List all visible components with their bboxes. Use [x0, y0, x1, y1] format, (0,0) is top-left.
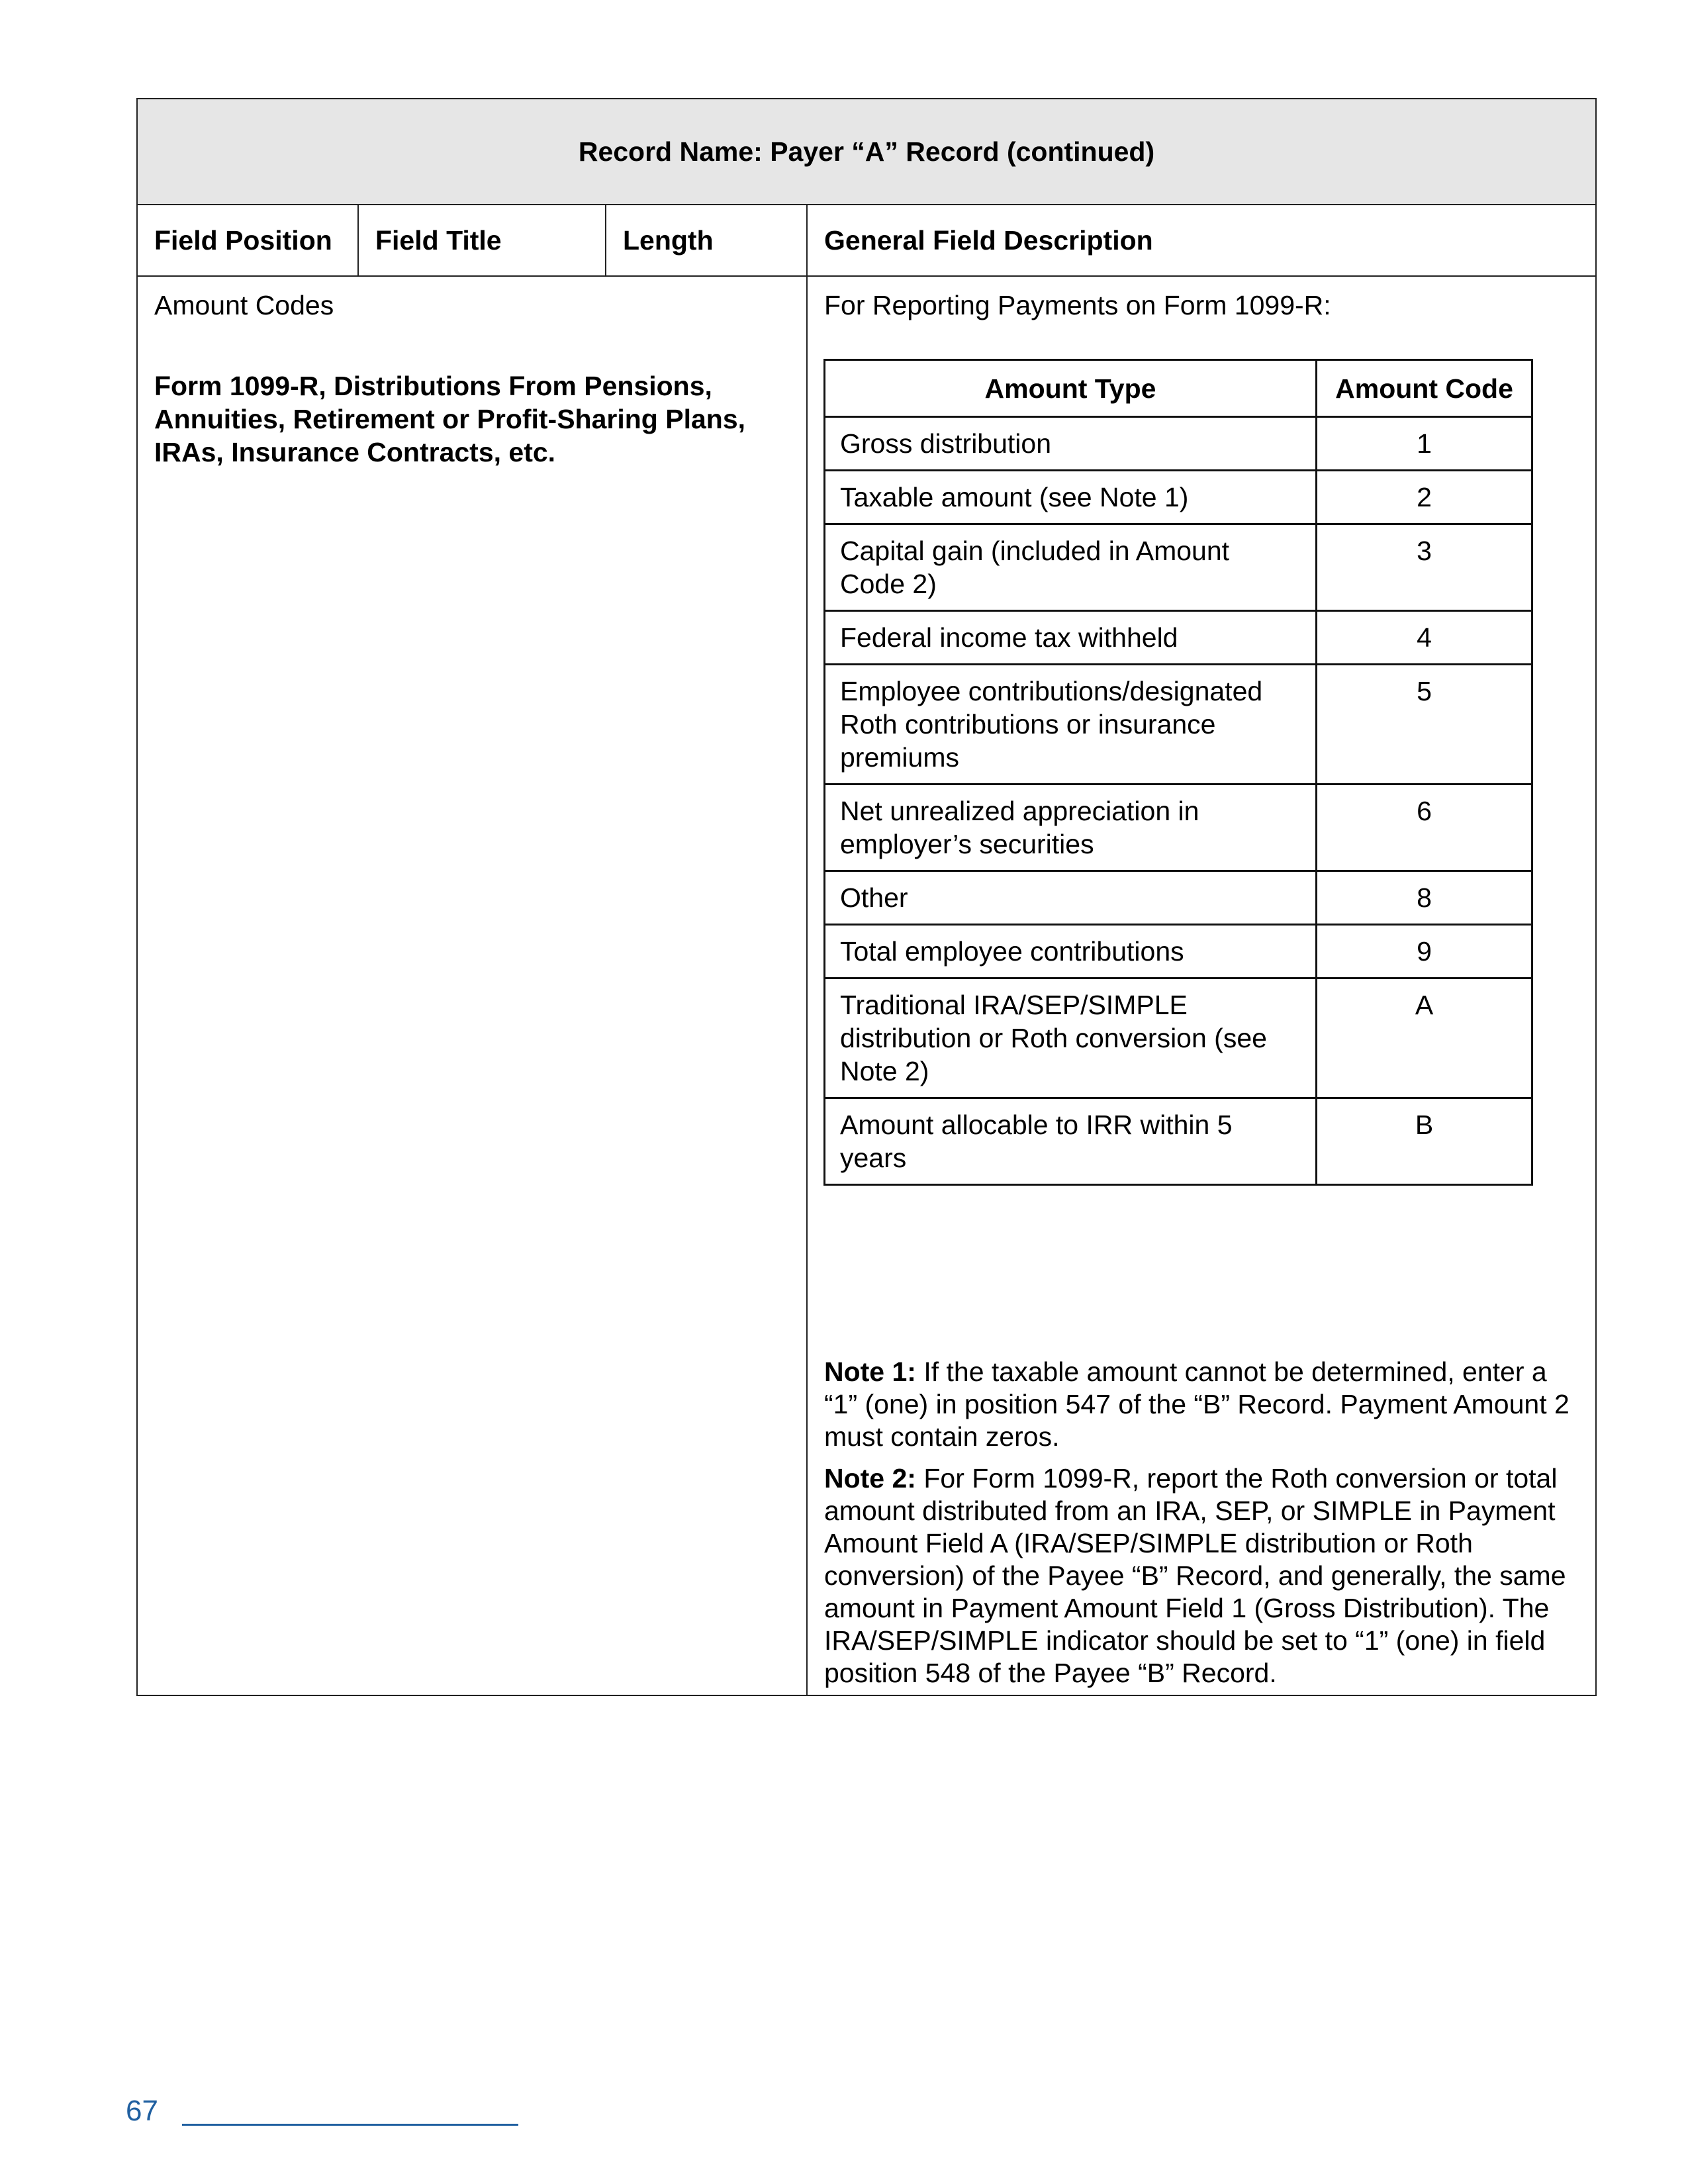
notes-block — [824, 1356, 1585, 1699]
form-title: Form 1099-R, Distributions From Pensions, Annuities, Retirement or Profit-Sharing Plans, IRAs, Insurance Contracts, etc. — [154, 371, 746, 467]
table-row — [825, 665, 1532, 784]
table-row — [825, 471, 1532, 524]
record-title: Record Name: Payer “A” Record (continued) — [138, 99, 1595, 205]
amount-type-cell: Federal income tax withheld — [825, 611, 1317, 665]
amount-codes-table — [823, 359, 1533, 1186]
description-cell — [808, 277, 1597, 1695]
header-field-position: Field Position — [138, 205, 359, 275]
table-row — [825, 784, 1532, 871]
amount-code-cell: 6 — [1317, 784, 1532, 871]
amount-type-cell: Employee contributions/designated Roth contributions or insurance premiums — [825, 665, 1317, 784]
amount-type-cell: Net unrealized appreciation in employer’s securities — [825, 784, 1317, 871]
amount-codes-header-row — [825, 360, 1532, 417]
amount-code-cell: 4 — [1317, 611, 1532, 665]
amount-code-cell: B — [1317, 1098, 1532, 1185]
table-row — [825, 871, 1532, 925]
record-layout-table — [136, 98, 1597, 1696]
header-general-description: General Field Description — [824, 224, 1153, 256]
description-intro: For Reporting Payments on Form 1099-R: — [824, 290, 1331, 320]
amount-code-cell: 9 — [1317, 925, 1532, 978]
amount-code-cell: 8 — [1317, 871, 1532, 925]
amount-code-cell: 1 — [1317, 417, 1532, 471]
header-amount-code: Amount Code — [1317, 360, 1532, 417]
header-amount-type: Amount Type — [825, 360, 1317, 417]
note-1-text: If the taxable amount cannot be determined, enter a “1” (one) in position 547 of the “B” Record. Payment Amount 2 must contain zeros. — [824, 1356, 1570, 1452]
amount-type-cell: Amount allocable to IRR within 5 years — [825, 1098, 1317, 1185]
page-number: 67 — [126, 2095, 158, 2127]
amount-code-cell: 2 — [1317, 471, 1532, 524]
table-row — [825, 524, 1532, 611]
amount-code-cell: 3 — [1317, 524, 1532, 611]
amount-code-cell: A — [1317, 978, 1532, 1098]
note-2-text: For Form 1099-R, report the Roth conversion or total amount distributed from an IRA, SEP, or SIMPLE in Payment Amount Field A (IRA/SEP/SIMPLE distribution or Roth conversion) of the Payee “B” Record, and generally, the same amount in Payment Amount Field 1 (Gross Distribution). The IRA/SEP/SIMPLE indicator should be set to “1” (one) in field position 548 of the Payee “B” Record. — [824, 1463, 1566, 1688]
note-1 — [824, 1356, 1585, 1453]
header-field-title: Field Title — [359, 205, 606, 275]
note-2 — [824, 1462, 1585, 1689]
table-row — [825, 1098, 1532, 1185]
table-row — [825, 925, 1532, 978]
amount-type-cell: Traditional IRA/SEP/SIMPLE distribution or Roth conversion (see Note 2) — [825, 978, 1317, 1098]
amount-type-cell: Taxable amount (see Note 1) — [825, 471, 1317, 524]
table-row — [825, 978, 1532, 1098]
column-header-row — [138, 205, 1595, 277]
header-length: Length — [606, 205, 808, 275]
amount-codes-label: Amount Codes — [154, 290, 334, 320]
amount-type-cell: Gross distribution — [825, 417, 1317, 471]
footer-rule — [182, 2124, 518, 2126]
table-row — [825, 417, 1532, 471]
left-cell — [138, 277, 808, 1695]
note-2-label: Note 2: — [824, 1463, 916, 1494]
amount-type-cell: Total employee contributions — [825, 925, 1317, 978]
amount-type-cell: Capital gain (included in Amount Code 2) — [825, 524, 1317, 611]
amount-code-cell: 5 — [1317, 665, 1532, 784]
amount-type-cell: Other — [825, 871, 1317, 925]
table-row — [825, 611, 1532, 665]
note-1-label: Note 1: — [824, 1356, 916, 1387]
